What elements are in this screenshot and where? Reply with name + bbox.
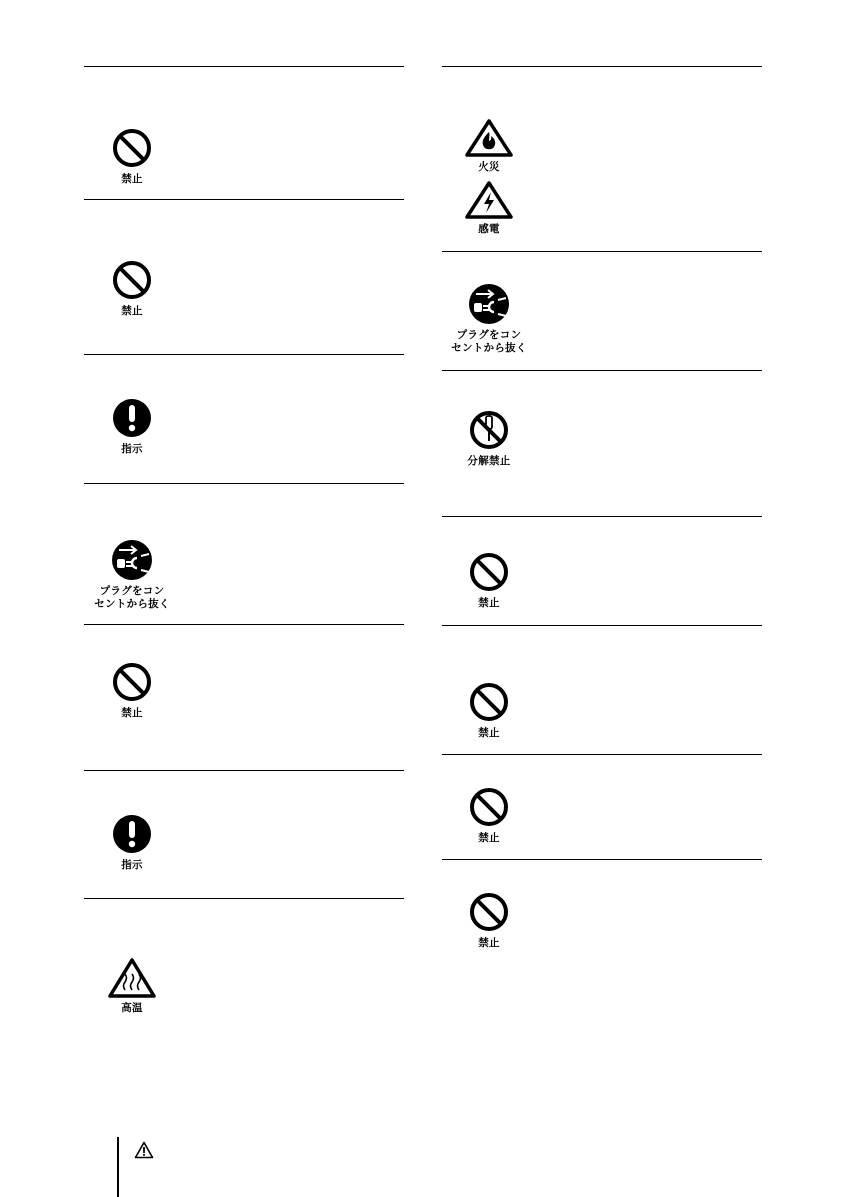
section-divider xyxy=(442,66,762,67)
high-temperature-symbol xyxy=(77,957,187,1015)
symbol-label: 禁止 xyxy=(478,727,500,739)
unplug-icon xyxy=(466,282,512,326)
section-divider xyxy=(442,516,762,517)
exclamation-icon xyxy=(110,812,154,856)
symbol-label: 分解禁止 xyxy=(467,455,511,467)
section-divider xyxy=(84,898,404,899)
section-divider xyxy=(442,251,762,252)
symbol-label: 指示 xyxy=(121,443,143,455)
symbol-label: プラグをコン xyxy=(99,585,165,597)
symbol-label: 感電 xyxy=(478,223,500,235)
prohibition-icon xyxy=(467,550,511,594)
symbol-label: 指示 xyxy=(121,859,143,871)
caution-icon xyxy=(134,1141,154,1159)
unplug-icon xyxy=(109,538,155,582)
unplug-symbol xyxy=(77,538,187,611)
prohibition-icon xyxy=(110,660,154,704)
section-divider xyxy=(84,624,404,625)
section-divider xyxy=(442,370,762,371)
prohibited-symbol xyxy=(434,680,544,740)
prohibition-icon xyxy=(110,126,154,170)
prohibited-symbol xyxy=(434,785,544,845)
exclamation-icon xyxy=(110,396,154,440)
section-divider xyxy=(442,625,762,626)
symbol-label: 禁止 xyxy=(121,173,143,185)
instruction-symbol xyxy=(77,396,187,456)
instruction-symbol xyxy=(77,812,187,872)
electric-shock-symbol xyxy=(434,180,544,236)
prohibition-icon xyxy=(110,258,154,302)
section-divider xyxy=(442,859,762,860)
prohibited-symbol xyxy=(434,890,544,950)
symbol-label: セントから抜く xyxy=(451,342,527,354)
symbol-label: プラグをコン xyxy=(456,329,522,341)
fire-symbol xyxy=(434,118,544,174)
prohibition-icon xyxy=(467,785,511,829)
symbol-label: セントから抜く xyxy=(94,598,170,610)
electric-shock-icon xyxy=(464,180,514,220)
prohibited-symbol xyxy=(77,660,187,720)
caution-symbol xyxy=(134,1141,154,1163)
prohibited-symbol xyxy=(77,258,187,318)
no-disassembly-icon xyxy=(467,408,511,452)
symbol-label: 禁止 xyxy=(478,597,500,609)
no-disassembly-symbol xyxy=(434,408,544,468)
section-divider xyxy=(84,483,404,484)
section-divider xyxy=(442,754,762,755)
prohibited-symbol xyxy=(434,550,544,610)
prohibited-symbol xyxy=(77,126,187,186)
symbol-label: 禁止 xyxy=(121,305,143,317)
symbol-label: 禁止 xyxy=(478,832,500,844)
prohibition-icon xyxy=(467,890,511,934)
section-divider xyxy=(84,66,404,67)
unplug-symbol xyxy=(434,282,544,355)
prohibition-icon xyxy=(467,680,511,724)
section-divider xyxy=(84,354,404,355)
fire-warning-icon xyxy=(464,118,514,158)
high-temperature-icon xyxy=(107,957,157,999)
symbol-label: 禁止 xyxy=(121,707,143,719)
symbol-label: 禁止 xyxy=(478,937,500,949)
symbol-label: 高温 xyxy=(121,1002,143,1014)
section-divider xyxy=(84,199,404,200)
footer-bar xyxy=(117,1137,119,1197)
symbol-label: 火災 xyxy=(478,161,500,173)
section-divider xyxy=(84,770,404,771)
